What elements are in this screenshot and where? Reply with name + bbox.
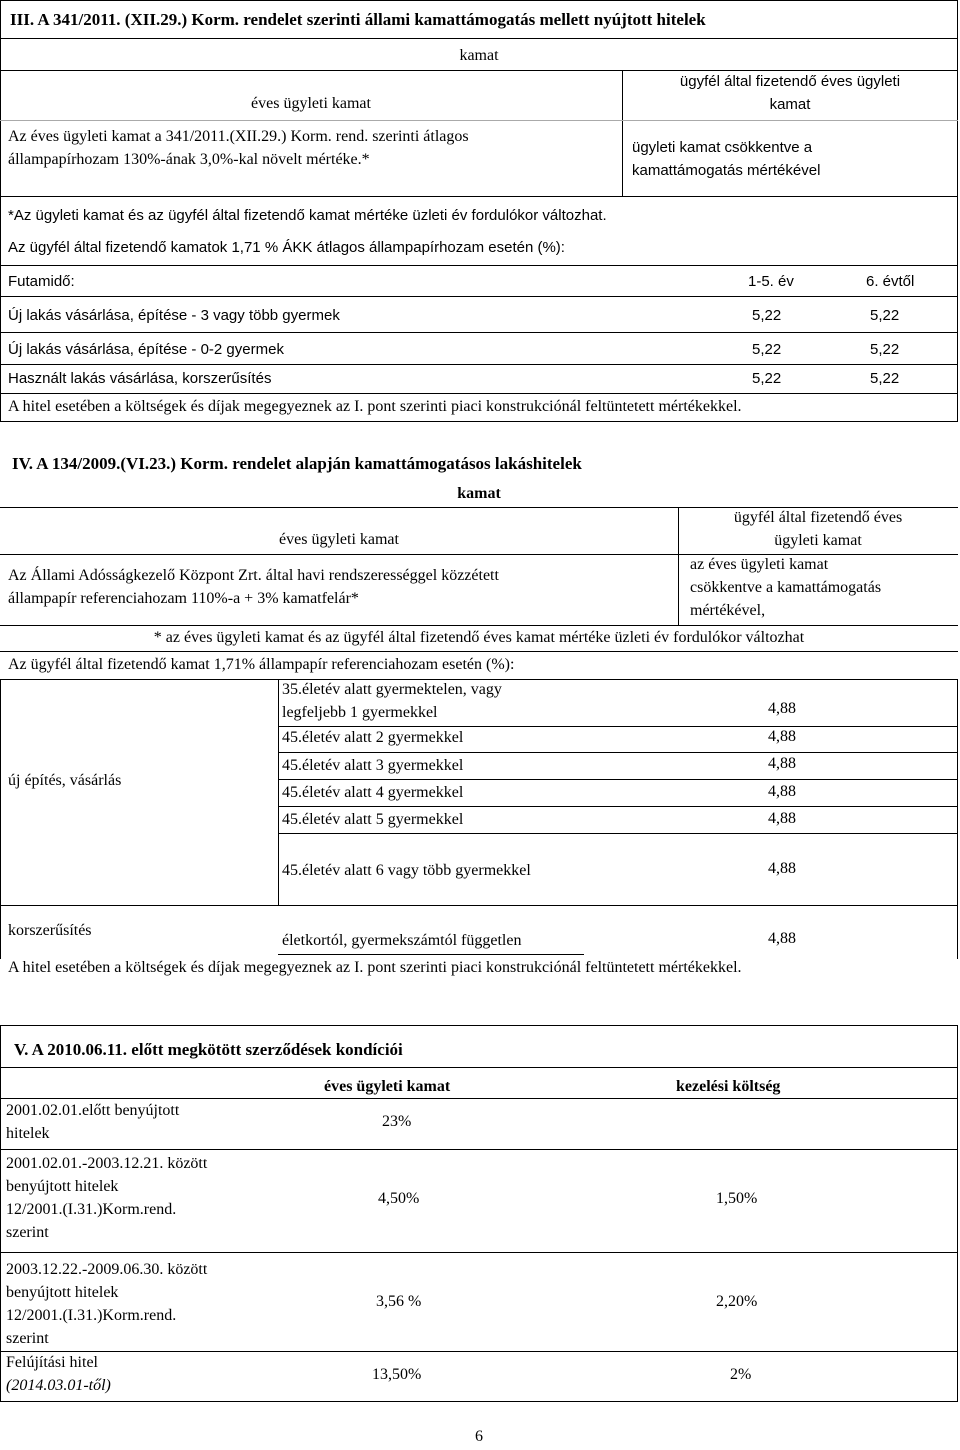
s3-note: *Az ügyleti kamat és az ügyfél által fizetendő kamat mértéke üzleti év fordulókor változhat.: [8, 207, 607, 224]
s4-col2-text-2: csökkentve a kamattámogatás: [690, 579, 882, 596]
s3-col2-text-2: kamattámogatás mértékével: [632, 162, 821, 179]
s3-col-a-head: 1-5. év: [748, 273, 794, 290]
s5-border-bottom: [0, 1401, 958, 1402]
s4-divider-5: [0, 679, 958, 680]
s4-col2-text-1: az éves ügyleti kamat: [690, 556, 829, 573]
s4-row-label: 45.életév alatt 2 gyermekkel: [282, 729, 464, 746]
s4-row-divider: [278, 833, 957, 834]
s4-korsz-label: korszerűsítés: [8, 922, 92, 939]
s5-divider-1: [0, 1067, 958, 1068]
s3-col1-text-2: állampapírhozam 130%-ának 3,0%-kal növelt mértéke.*: [8, 151, 370, 168]
s3-kamat: kamat: [459, 47, 499, 64]
s3-divider-1: [0, 38, 958, 39]
s5-row-label: szerint: [6, 1330, 49, 1347]
s3-col2-text-1: ügyleti kamat csökkentve a: [632, 139, 813, 156]
s5-row-label: benyújtott hitelek: [6, 1178, 119, 1195]
s5-row-fee: 2%: [730, 1366, 752, 1383]
s5-col2-head: kezelési költség: [676, 1078, 781, 1095]
s4-row-value: 4,88: [768, 810, 796, 827]
s3-border-bottom: [0, 421, 958, 422]
s4-korsz-underline: [278, 954, 584, 955]
s5-divider-3: [0, 1149, 958, 1150]
s5-row-fee: 2,20%: [716, 1293, 758, 1310]
s4-col2-head-2: ügyleti kamat: [774, 532, 862, 549]
s5-border-top: [0, 1025, 958, 1026]
s5-title: V. A 2010.06.11. előtt megkötött szerződések kondíciói: [14, 1040, 403, 1059]
s4-rates-intro: Az ügyfél által fizetendő kamat 1,71% állampapír referenciahozam esetén (%):: [8, 656, 515, 673]
s4-divider-2: [0, 554, 958, 555]
s4-group-label: új építés, vásárlás: [8, 772, 122, 789]
s4-border-right: [957, 679, 958, 959]
s3-row-value-a: 5,22: [752, 370, 782, 387]
s4-row-divider: [278, 752, 957, 753]
page-number: 6: [475, 1428, 483, 1445]
s4-divider-6: [0, 905, 958, 906]
s4-note: * az éves ügyleti kamat és az ügyfél által fizetendő éves kamat mértéke üzleti év fordulókor változhat: [153, 629, 805, 646]
s4-row-label: 35.életév alatt gyermektelen, vagy: [282, 681, 502, 698]
s4-col2-text-3: mértékével,: [690, 602, 766, 619]
s5-row-label: 12/2001.(I.31.)Korm.rend.: [6, 1307, 177, 1324]
s4-row-value: 4,88: [768, 728, 796, 745]
s3-border-top: [0, 0, 958, 1]
s3-row-value-b: 5,22: [870, 307, 900, 324]
s3-divider-4: [0, 196, 958, 197]
s5-row-label: 2003.12.22.-2009.06.30. között: [6, 1261, 208, 1278]
s4-divider-4: [0, 651, 958, 652]
s5-divider-2: [0, 1098, 958, 1099]
s5-row-fee: 1,50%: [716, 1190, 758, 1207]
s5-row-label: 12/2001.(I.31.)Korm.rend.: [6, 1201, 177, 1218]
s3-divider-8: [0, 364, 958, 365]
s5-row-label: szerint: [6, 1224, 49, 1241]
s5-row-label-italic: (2014.03.01-től): [6, 1377, 111, 1394]
s3-row-value-b: 5,22: [870, 341, 900, 358]
s4-row-value: 4,88: [768, 783, 796, 800]
s4-row-label: 45.életév alatt 3 gyermekkel: [282, 757, 464, 774]
s4-kamat: kamat: [457, 485, 501, 502]
s3-col1-head: éves ügyleti kamat: [251, 95, 371, 112]
s5-row-rate: 3,56 %: [376, 1293, 422, 1310]
s5-row-label: Felújítási hitel: [6, 1354, 98, 1371]
s3-col2-head-1: ügyfél által fizetendő éves ügyleti: [679, 73, 901, 90]
s3-row-value-a: 5,22: [752, 341, 782, 358]
s4-col1-head: éves ügyleti kamat: [279, 531, 399, 548]
s3-divider-2: [0, 70, 958, 71]
s4-row-divider: [278, 726, 957, 727]
s4-row-label: 45.életév alatt 5 gyermekkel: [282, 811, 464, 828]
s4-divider-3: [0, 625, 958, 626]
s5-col1-head: éves ügyleti kamat: [324, 1078, 451, 1095]
s3-title: III. A 341/2011. (XII.29.) Korm. rendelet szerinti állami kamattámogatás mellett nyújtott hitelek: [10, 10, 706, 29]
s4-inner-divider: [278, 679, 279, 905]
s4-row-divider: [278, 806, 957, 807]
s4-col1-text-1: Az Állami Adósságkezelő Központ Zrt. által havi rendszerességgel közzétett: [8, 567, 499, 584]
s3-col-b-head: 6. évtől: [866, 273, 915, 290]
s5-row-rate: 4,50%: [378, 1190, 420, 1207]
s5-divider-4: [0, 1252, 958, 1253]
s3-row-label: Új lakás vásárlása, építése - 0-2 gyermek: [8, 341, 284, 358]
s4-col1-text-2: állampapír referenciahozam 110%-a + 3% kamatfelár*: [8, 590, 359, 607]
s4-divider-1: [0, 507, 958, 508]
s4-title: IV. A 134/2009.(VI.23.) Korm. rendelet alapján kamattámogatásos lakáshitelek: [12, 454, 582, 473]
s3-row-value-a: 5,22: [752, 307, 782, 324]
s4-col2-head-1: ügyfél által fizetendő éves: [733, 509, 903, 526]
s4-border-left: [0, 679, 1, 959]
s3-divider-3: [0, 120, 958, 121]
s3-col2-head-2: kamat: [769, 96, 811, 113]
s5-row-label: 2001.02.01.-2003.12.21. között: [6, 1155, 208, 1172]
s5-row-label: benyújtott hitelek: [6, 1284, 119, 1301]
s5-row-label: hitelek: [6, 1125, 50, 1142]
s4-korsz-value: 4,88: [768, 930, 796, 947]
s3-row-label: Használt lakás vásárlása, korszerűsítés: [8, 370, 272, 387]
s3-futamido: Futamidő:: [8, 273, 75, 290]
s5-border-left: [0, 1025, 1, 1402]
s3-footer: A hitel esetében a költségek és díjak megegyeznek az I. pont szerinti piaci konstrukciónál feltüntetett mértékekkel.: [8, 398, 742, 415]
s3-divider-9: [0, 393, 958, 394]
s5-border-right: [957, 1025, 958, 1402]
s5-row-rate: 23%: [382, 1113, 412, 1130]
s3-rates-intro: Az ügyfél által fizetendő kamatok 1,71 % ÁKK átlagos állampapírhozam esetén (%):: [8, 239, 565, 256]
s4-row-label: 45.életév alatt 6 vagy több gyermekkel: [282, 862, 531, 879]
s3-row-value-b: 5,22: [870, 370, 900, 387]
s3-divider-7: [0, 332, 958, 333]
s4-row-value: 4,88: [768, 700, 796, 717]
s4-footer: A hitel esetében a költségek és díjak megegyeznek az I. pont szerinti piaci konstrukciónál feltüntetett mértékekkel.: [8, 959, 742, 976]
s3-row-label: Új lakás vásárlása, építése - 3 vagy több gyermek: [8, 307, 340, 324]
s4-row-value: 4,88: [768, 860, 796, 877]
s3-divider-5: [0, 265, 958, 266]
s4-row-label: 45.életév alatt 4 gyermekkel: [282, 784, 464, 801]
s4-row-label-2: legfeljebb 1 gyermekkel: [282, 704, 438, 721]
s3-col1-text-1: Az éves ügyleti kamat a 341/2011.(XII.29.) Korm. rend. szerinti átlagos: [8, 128, 469, 145]
s4-row-value: 4,88: [768, 755, 796, 772]
s5-row-rate: 13,50%: [372, 1366, 422, 1383]
s4-korsz-text: életkortól, gyermekszámtól független: [282, 932, 522, 949]
s4-row-divider: [278, 779, 957, 780]
s3-divider-6: [0, 296, 958, 297]
s5-row-label: 2001.02.01.előtt benyújtott: [6, 1102, 180, 1119]
s5-divider-5: [0, 1351, 958, 1352]
